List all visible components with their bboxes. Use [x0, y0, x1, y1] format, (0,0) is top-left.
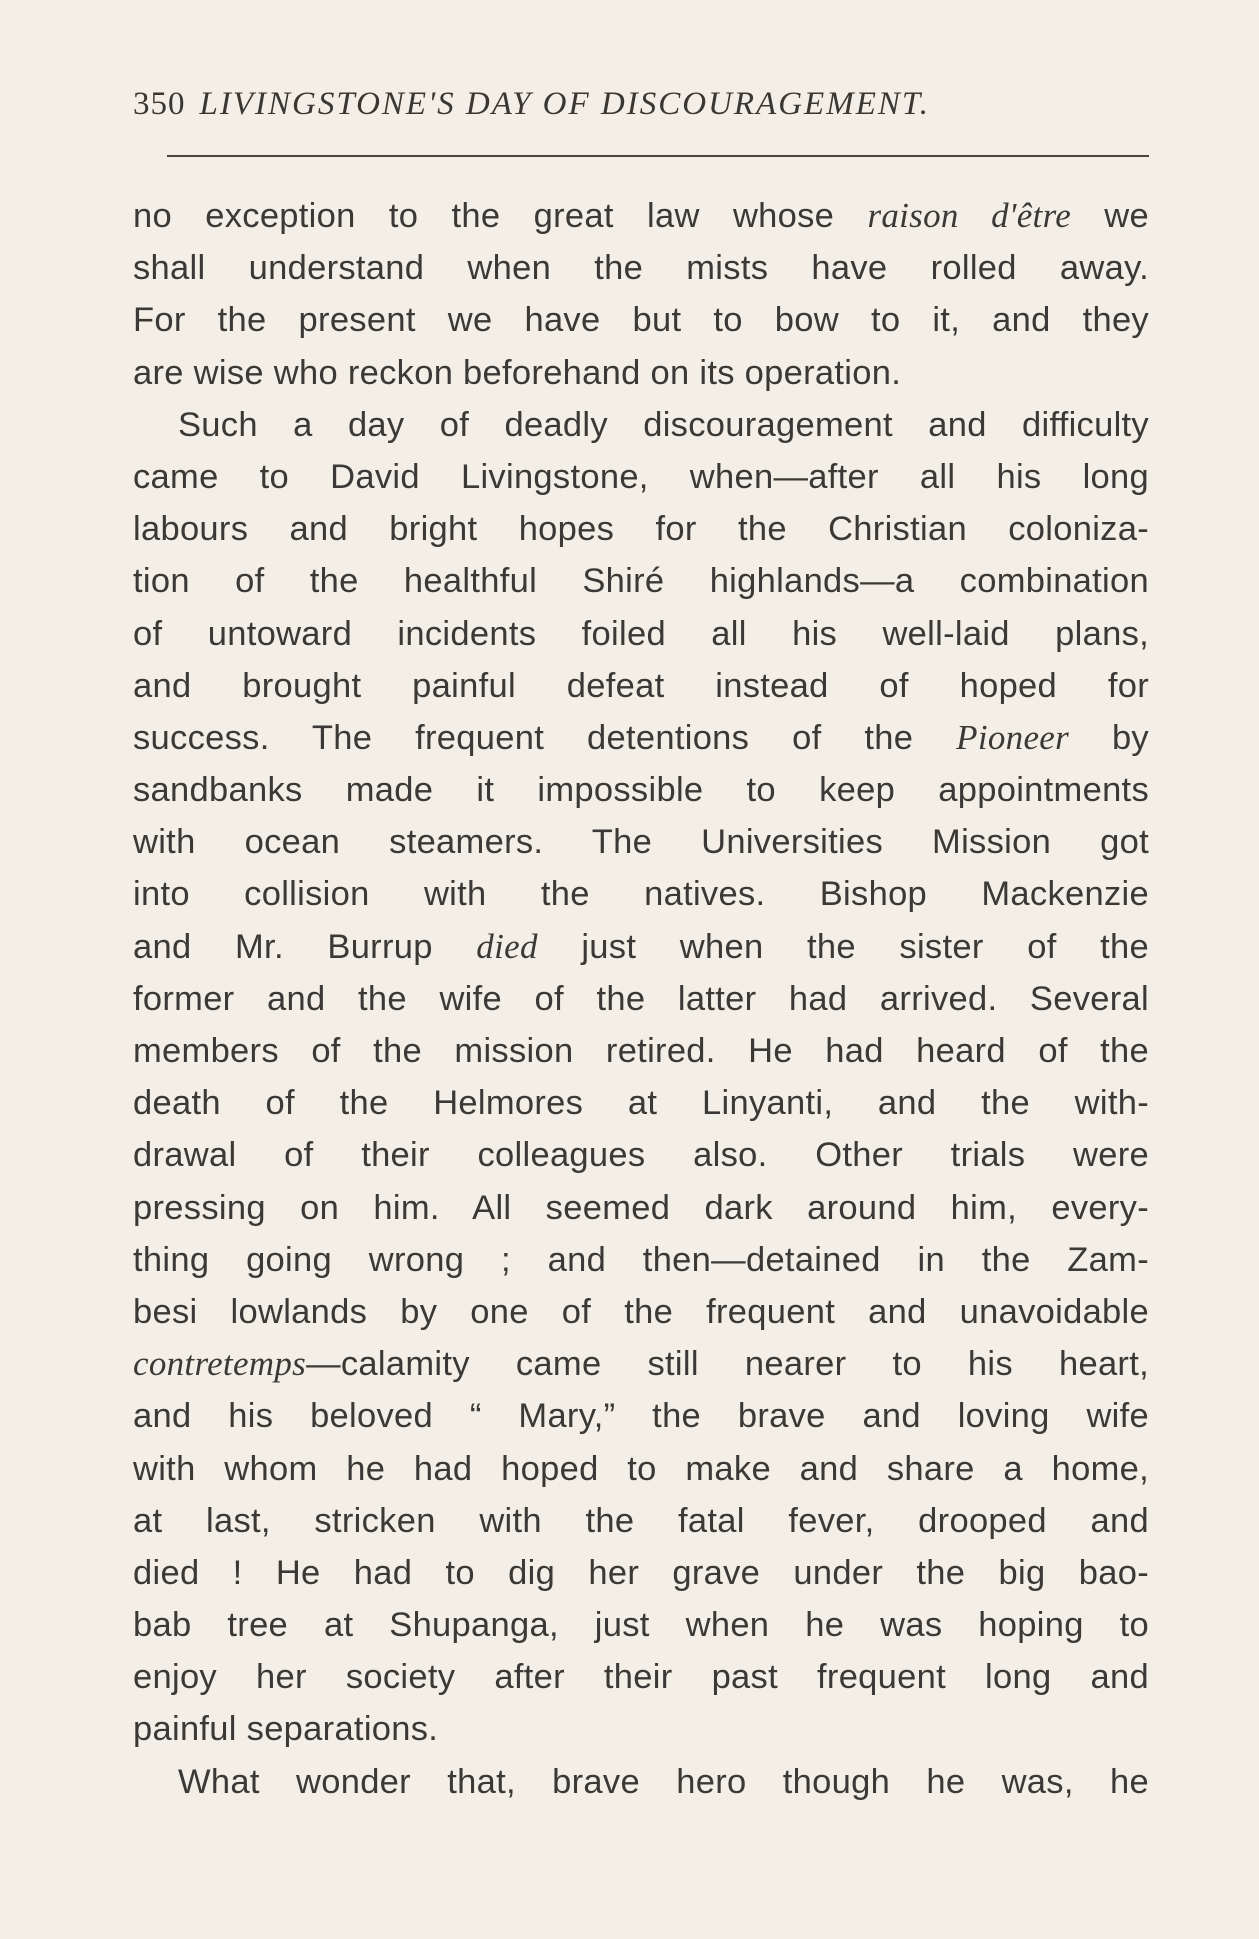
text-line: pressing on him. All seemed dark around him, every-: [133, 1188, 1149, 1227]
italic-phrase: died: [476, 926, 538, 966]
text-line: thing going wrong ; and then—detained in the Zam-: [133, 1240, 1149, 1279]
text-line: former and the wife of the latter had arrived. Several: [133, 979, 1149, 1018]
text-line: died ! He had to dig her grave under the big bao-: [133, 1553, 1149, 1592]
text-line: success. The frequent detentions of the Pioneer by: [133, 717, 1149, 757]
text-line: and Mr. Burrup died just when the sister of the: [133, 926, 1149, 966]
text-line: painful separations.: [133, 1710, 439, 1749]
text-line: of untoward incidents foiled all his well-laid plans,: [133, 614, 1149, 653]
running-header: [133, 86, 1133, 132]
text-line: contretemps—calamity came still nearer to his heart,: [133, 1344, 1149, 1384]
text-line: shall understand when the mists have rolled away.: [133, 249, 1149, 288]
text-line: with whom he had hoped to make and share a home,: [133, 1449, 1149, 1488]
text-line: tion of the healthful Shiré highlands—a combination: [133, 562, 1149, 601]
italic-phrase: raison d'être: [867, 196, 1072, 235]
text-line: at last, stricken with the fatal fever, drooped and: [133, 1501, 1149, 1540]
text-line: drawal of their colleagues also. Other trials were: [133, 1136, 1149, 1175]
text-line: Such a day of deadly discouragement and difficulty: [178, 405, 1149, 444]
text-line: no exception to the great law whose raison d'être we: [133, 196, 1149, 235]
text-line: with ocean steamers. The Universities Mission got: [133, 823, 1149, 862]
text-line: members of the mission retired. He had heard of the: [133, 1032, 1149, 1070]
text-line: came to David Livingstone, when—after all his long: [133, 457, 1149, 496]
text-line: For the present we have but to bow to it, and they: [133, 301, 1149, 340]
page-number: 350: [133, 86, 186, 122]
text-line: and his beloved “ Mary,” the brave and loving wife: [133, 1397, 1149, 1436]
text-line: bab tree at Shupanga, just when he was hoping to: [133, 1606, 1149, 1645]
running-title: LIVINGSTONE'S DAY OF DISCOURAGEMENT.: [199, 86, 931, 122]
text-line: What wonder that, brave hero though he was, he: [178, 1762, 1149, 1801]
text-line: labours and bright hopes for the Christian coloniza-: [133, 510, 1149, 549]
italic-phrase: contretemps: [133, 1344, 307, 1384]
text-line: enjoy her society after their past frequent long and: [133, 1658, 1149, 1697]
text-line: are wise who reckon beforehand on its operation.: [133, 353, 902, 392]
body-text: [133, 190, 1149, 1808]
text-line: into collision with the natives. Bishop Mackenzie: [133, 875, 1149, 914]
italic-phrase: Pioneer: [956, 717, 1070, 757]
header-rule: [167, 155, 1149, 157]
text-line: and brought painful defeat instead of hoped for: [133, 666, 1149, 705]
text-line: death of the Helmores at Linyanti, and the with-: [133, 1084, 1149, 1123]
text-line: sandbanks made it impossible to keep appointments: [133, 771, 1149, 810]
text-line: besi lowlands by one of the frequent and unavoidable: [133, 1292, 1149, 1331]
